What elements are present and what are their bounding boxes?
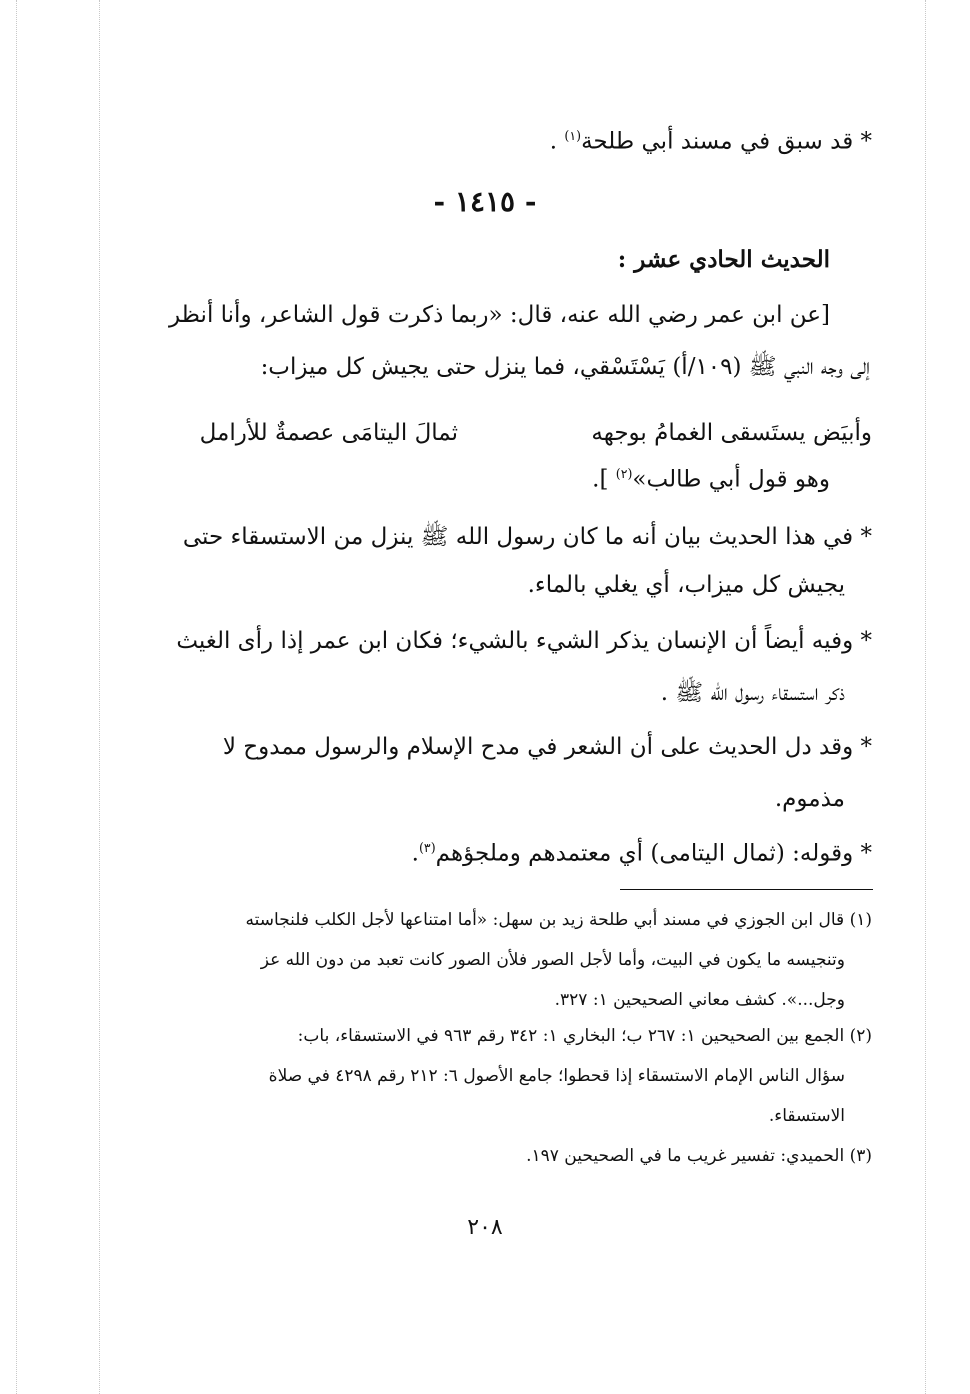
commentary-line: * في هذا الحديث بيان أنه ما كان رسول الله ﷺ ينزل من الاستسقاء حتى xyxy=(182,524,872,550)
intro-end: . xyxy=(549,128,565,155)
footnote-line: (٣) الحميدي: تفسير غريب ما في الصحيحين ١٩٧. xyxy=(526,1146,872,1166)
footnote-line: (١) قال ابن الجوزي في مسند أبي طلحة زيد بن سهل: «أما امتناعها لأجل الكلب فلنجاسته xyxy=(245,910,872,930)
commentary-line xyxy=(412,840,872,867)
hadith-text-line: [عن ابن عمر رضي الله عنه، قال: «ربما ذكرت قول الشاعر، وأنا أنظر xyxy=(168,302,830,328)
footnote-ref: (٢) xyxy=(615,466,633,481)
commentary-line: ذكر استسقاء رسول الله ﷺ . xyxy=(660,680,845,706)
commentary-line: * وقد دل الحديث على أن الشعر في مدح الإسلام والرسول ممدوح لا xyxy=(222,734,872,760)
intro-text: * قد سبق في مسند أبي طلحة xyxy=(581,128,872,155)
commentary-text: * وقوله: (ثمال اليتامى) أي معتمدهم وملجؤهم xyxy=(435,840,872,867)
footnote-separator xyxy=(620,889,873,890)
commentary-line: مذموم. xyxy=(774,786,845,812)
hadith-text-line: إلى وجه النبي ﷺ (١٠٩/أ) يَسْتَسْقي، فما ينزل حتى يجيش كل ميزاب: xyxy=(260,354,870,380)
commentary-end: . xyxy=(411,840,419,867)
page-number: ٢٠٨ xyxy=(467,1215,503,1240)
footnote-line: الاستسقاء. xyxy=(768,1106,845,1126)
intro-line xyxy=(550,128,872,155)
footnote-line: سؤال الناس الإمام الاستسقاء إذا قحطوا؛ جامع الأصول ٦: ٢١٢ رقم ٤٢٩٨ في صلاة xyxy=(268,1066,845,1086)
poem-attribution xyxy=(592,466,830,493)
section-heading: الحديث الحادي عشر : xyxy=(617,246,830,273)
footnote-line: وتنجيسه ما يكون في البيت، وأما لأجل الصور فلأن الصور كانت تعبد من دون الله عز xyxy=(260,950,845,970)
footnote-line: (٢) الجمع بين الصحيحين ١: ٢٦٧ ب؛ البخاري ١: ٣٤٢ رقم ٩٦٣ في الاستسقاء، باب: xyxy=(297,1026,872,1046)
footnote-line: وجل...». كشف معاني الصحيحين ١: ٣٢٧. xyxy=(554,990,845,1010)
commentary-line: يجيش كل ميزاب، أي يغلي بالماء. xyxy=(527,572,845,598)
poem-right-hemistich: وأبيَض يستَسقى الغمامُ بوجهه xyxy=(591,420,872,446)
footnote-ref: (١) xyxy=(564,128,582,143)
commentary-line: * وفيه أيضاً أن الإنسان يذكر الشيء بالشيء؛ فكان ابن عمر إذا رأى الغيث xyxy=(176,628,872,654)
hadith-number: - ١٤١٥ - xyxy=(433,185,537,218)
attribution-end: ]. xyxy=(592,466,616,493)
attribution-text: وهو قول أبي طالب» xyxy=(632,466,830,493)
footnote-ref: (٣) xyxy=(418,840,436,855)
poem-left-hemistich: ثمالَ اليتامَى عصمةٌ للأرامل xyxy=(199,420,458,446)
